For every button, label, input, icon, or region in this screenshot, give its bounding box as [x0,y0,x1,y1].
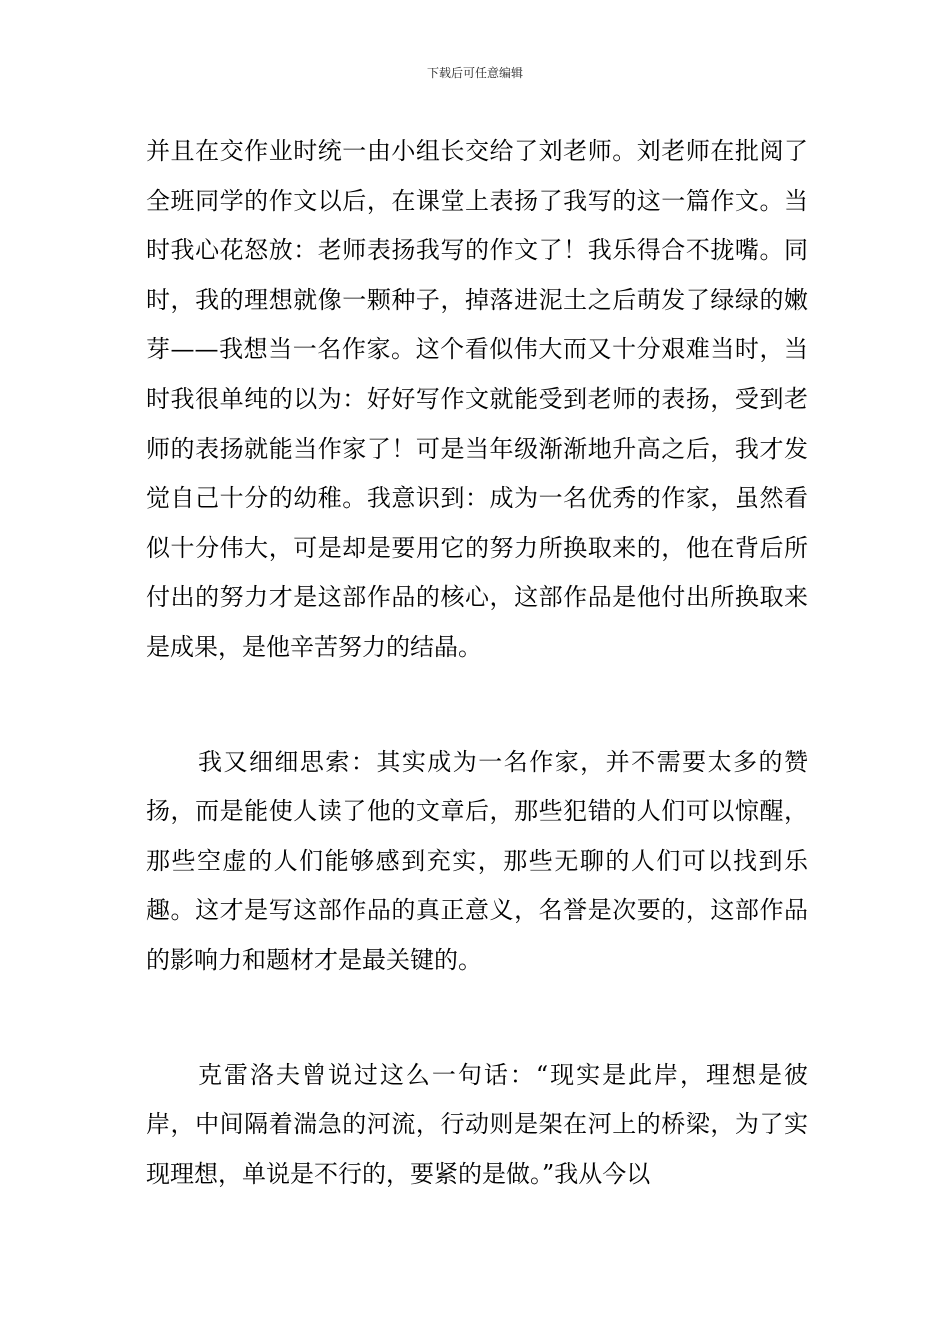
page-header: 下载后可任意编辑 [426,66,523,80]
document-body [146,127,808,1199]
paragraph-3: 克雷洛夫曾说过这么一句话：“现实是此岸，理想是彼岸，中间隔着湍急的河流，行动则是架在河上的桥梁，为了实现理想，单说是不行的，要紧的是做。”我从今以 [146,1060,808,1188]
paragraph-2: 我又细细思索：其实成为一名作家，并不需要太多的赞扬，而是能使人读了他的文章后，那些犯错的人们可以惊醒，那些空虚的人们能够感到充实，那些无聊的人们可以找到乐趣。这才是写这部作品的真正意义，名誉是次要的，这部作品的影响力和题材才是最关键的。 [146,747,808,974]
paragraph-spacer [146,673,808,738]
paragraph-spacer [146,986,808,1051]
paragraph-1: 并且在交作业时统一由小组长交给了刘老师。刘老师在批阅了全班同学的作文以后，在课堂上表扬了我写的这一篇作文。当时我心花怒放：老师表扬我写的作文了！我乐得合不拢嘴。同时，我的理想就像一颗种子，掉落进泥土之后萌发了绿绿的嫩芽——我想当一名作家。这个看似伟大而又十分艰难当时，当时我很单纯的以为：好好写作文就能受到老师的表扬，受到老师的表扬就能当作家了！可是当年级渐渐地升高之后，我才发觉自己十分的幼稚。我意识到：成为一名优秀的作家，虽然看似十分伟大，可是却是要用它的努力所换取来的，他在背后所付出的努力才是这部作品的核心，这部作品是他付出所换取来是成果，是他辛苦努力的结晶。 [146,137,808,661]
